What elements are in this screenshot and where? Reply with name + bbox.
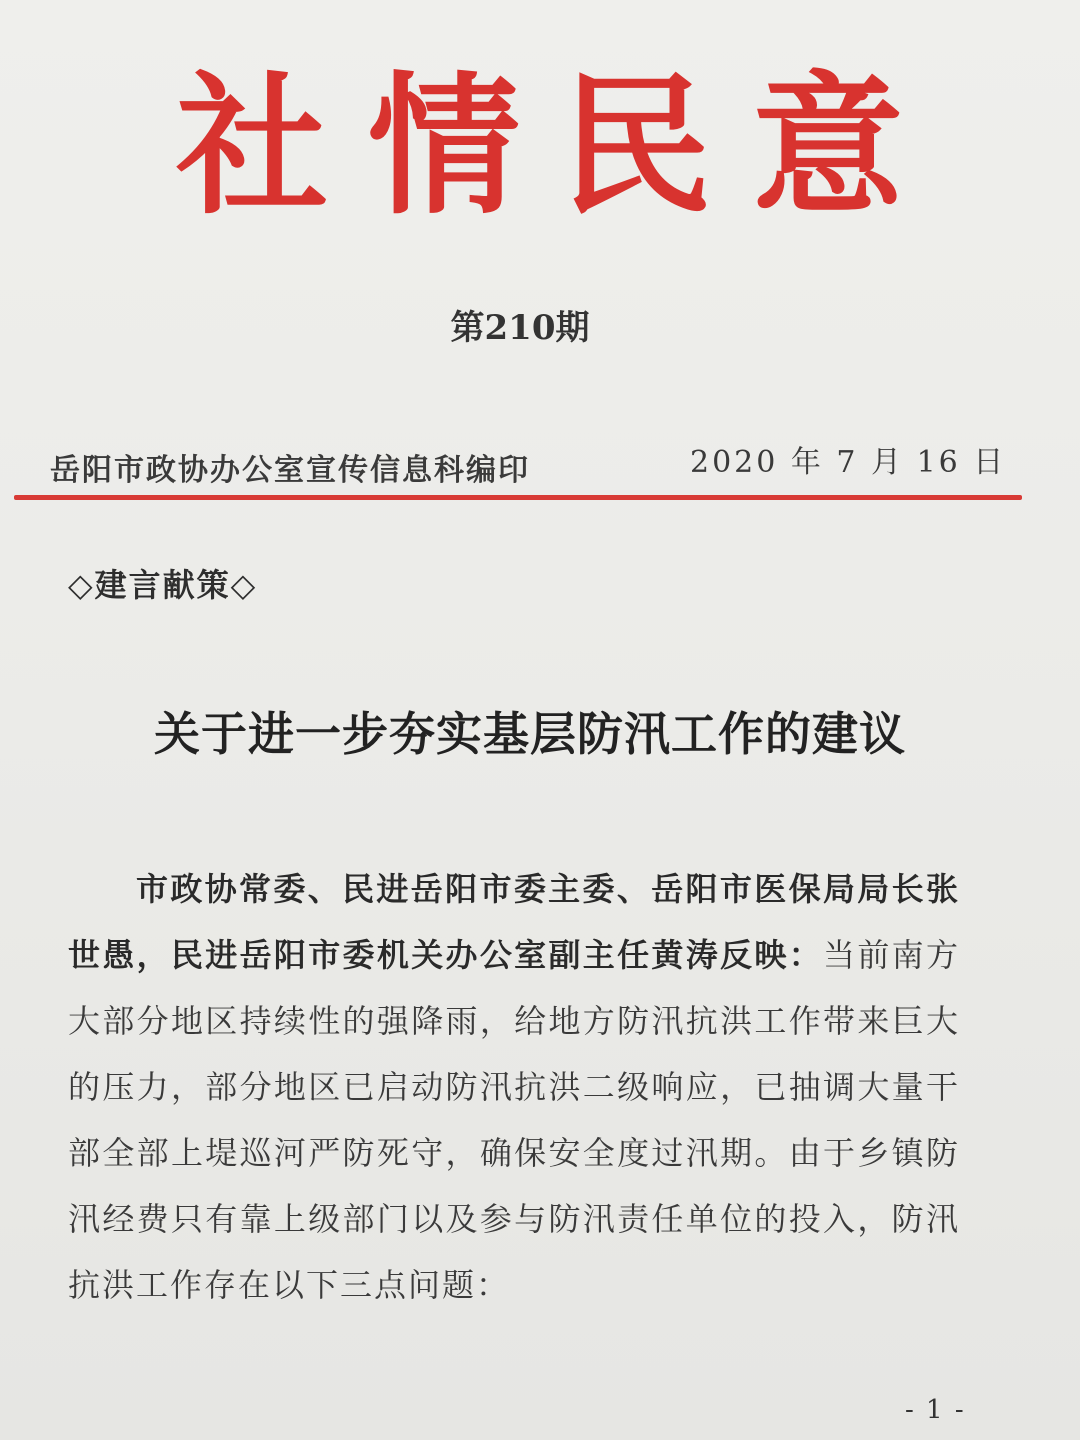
publisher-line: 岳阳市政协办公室宣传信息科编印 (50, 453, 530, 488)
article-lead: 市政协常委、民进岳阳市委主委、岳阳市医保局局长张世愚，民进岳阳市委机关办公室副主任黄涛反映： (68, 870, 960, 974)
page-number: - 1 - (905, 1395, 966, 1425)
publication-date: 2020 年 7 月 16 日 (690, 445, 1007, 480)
masthead-title: 社情民意 (176, 56, 944, 235)
article-body (68, 856, 960, 1318)
section-tag: ◇建言献策◇ (68, 566, 258, 604)
issue-number: 第210期 (450, 308, 590, 348)
header-divider (14, 495, 1022, 500)
article-title: 关于进一步夯实基层防汛工作的建议 (154, 707, 906, 761)
article-paragraph: 当前南方大部分地区持续性的强降雨，给地方防汛抗洪工作带来巨大的压力，部分地区已启动防汛抗洪二级响应，已抽调大量干部全部上堤巡河严防死守，确保安全度过汛期。由于乡镇防汛经费只有靠上级部门以及参与防汛责任单位的投入，防汛抗洪工作存在以下三点问题： (68, 936, 960, 1304)
